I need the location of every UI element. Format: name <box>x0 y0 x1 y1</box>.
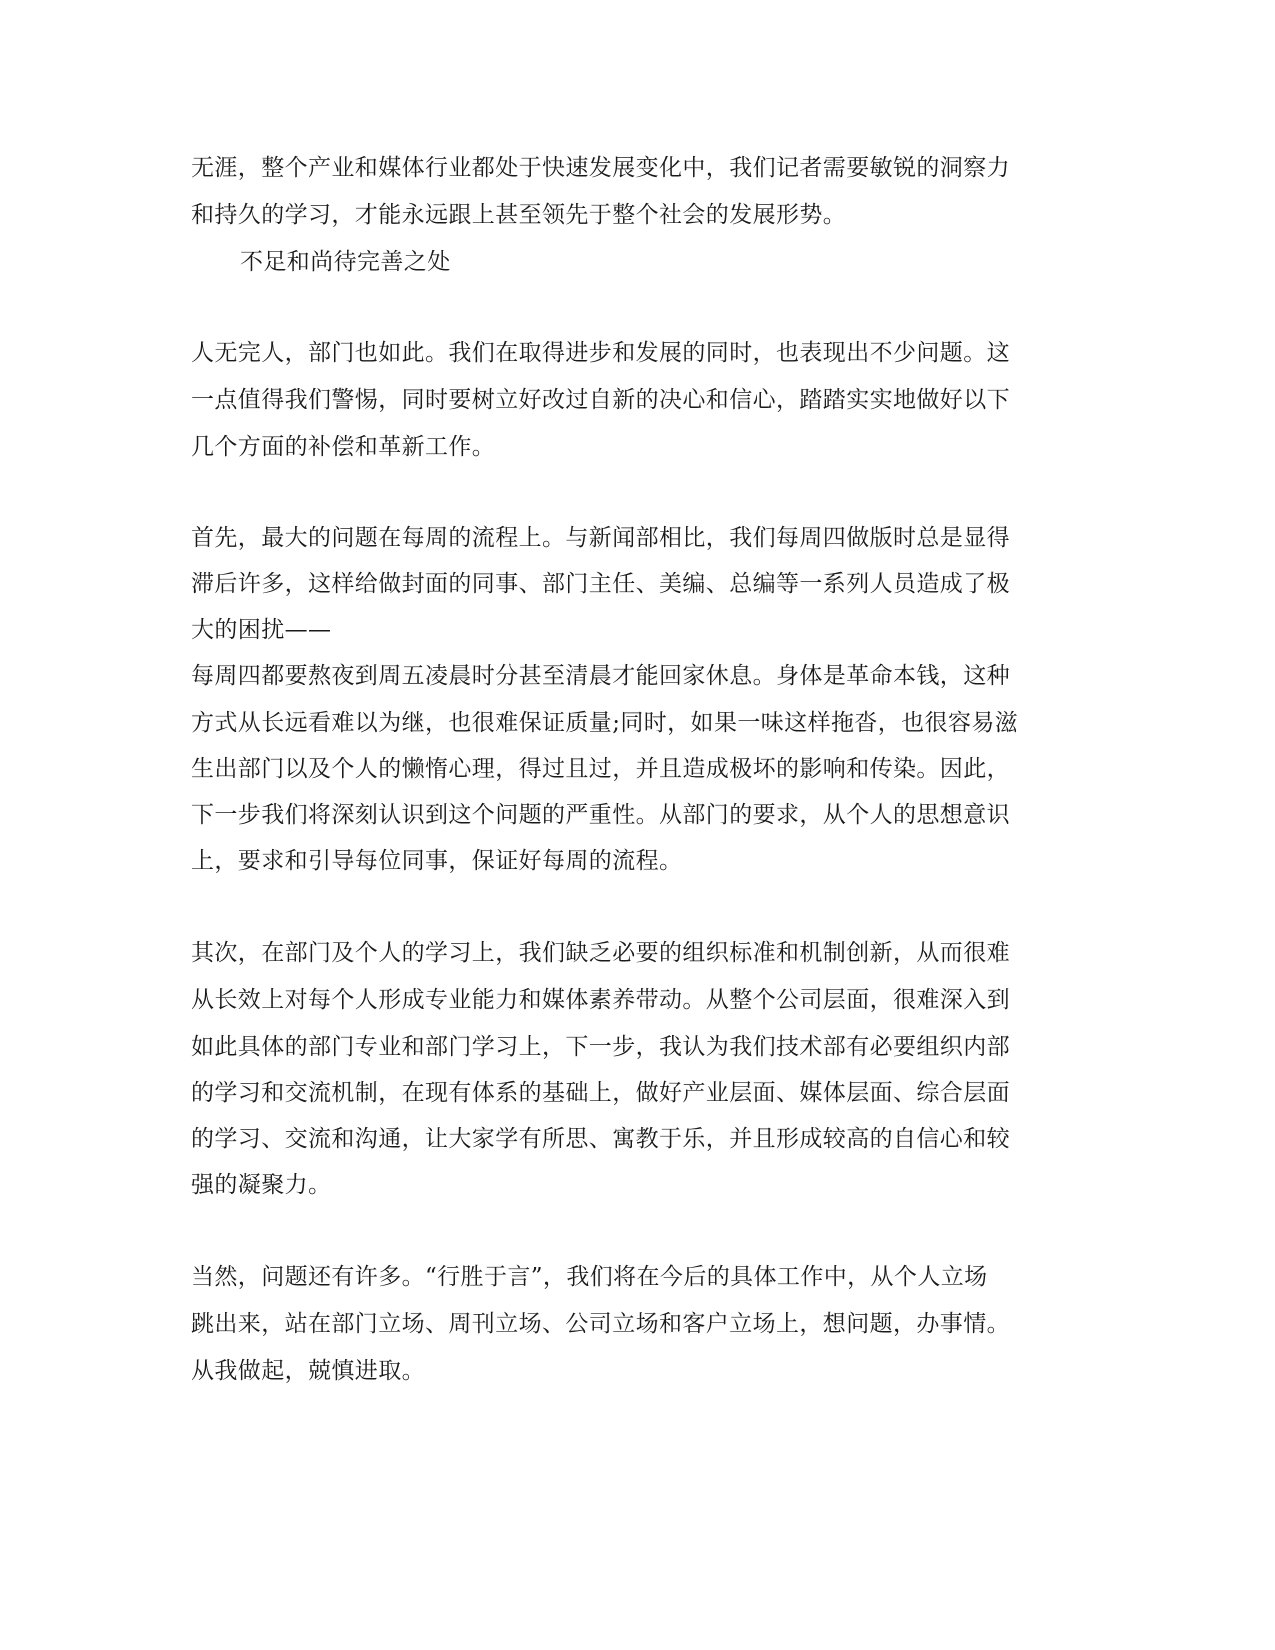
text-line: 大的困扰—— <box>191 617 332 643</box>
text-line: 几个方面的补偿和革新工作。 <box>191 434 496 460</box>
text-line: 的学习、交流和沟通，让大家学有所思、寓教于乐，并且形成较高的自信心和较 <box>191 1126 1010 1152</box>
text-line: 方式从长远看难以为继，也很难保证质量;同时，如果一味这样拖沓，也很容易滋 <box>191 710 1019 736</box>
text-line: 如此具体的部门专业和部门学习上，下一步，我认为我们技术部有必要组织内部 <box>191 1034 1010 1060</box>
text-line: 首先，最大的问题在每周的流程上。与新闻部相比，我们每周四做版时总是显得 <box>191 525 1010 551</box>
text-line: 一点值得我们警惕，同时要树立好改过自新的决心和信心，踏踏实实地做好以下 <box>191 387 1010 413</box>
text-line: 每周四都要熬夜到周五凌晨时分甚至清晨才能回家休息。身体是革命本钱，这种 <box>191 663 1010 689</box>
text-line: 人无完人，部门也如此。我们在取得进步和发展的同时，也表现出不少问题。这 <box>191 340 1010 366</box>
text-line: 强的凝聚力。 <box>191 1172 332 1198</box>
text-line: 的学习和交流机制，在现有体系的基础上，做好产业层面、媒体层面、综合层面 <box>191 1080 1010 1106</box>
text-line: 从我做起，兢慎进取。 <box>191 1358 425 1384</box>
text-line: 上，要求和引导每位同事，保证好每周的流程。 <box>191 848 683 874</box>
text-line: 滞后许多，这样给做封面的同事、部门主任、美编、总编等一系列人员造成了极 <box>191 571 1010 597</box>
text-line: 当然，问题还有许多。“行胜于言”，我们将在今后的具体工作中，从个人立场 <box>191 1264 988 1290</box>
text-line: 其次，在部门及个人的学习上，我们缺乏必要的组织标准和机制创新，从而很难 <box>191 940 1010 966</box>
text-line: 下一步我们将深刻认识到这个问题的严重性。从部门的要求，从个人的思想意识 <box>191 802 1010 828</box>
text-line: 跳出来，站在部门立场、周刊立场、公司立场和客户立场上，想问题，办事情。 <box>191 1311 1010 1337</box>
text-line: 生出部门以及个人的懒惰心理，得过且过，并且造成极坏的影响和传染。因此， <box>191 756 1010 782</box>
section-heading: 不足和尚待完善之处 <box>240 249 451 275</box>
text-line: 无涯，整个产业和媒体行业都处于快速发展变化中，我们记者需要敏锐的洞察力 <box>191 155 1010 181</box>
text-line: 从长效上对每个人形成专业能力和媒体素养带动。从整个公司层面，很难深入到 <box>191 987 1010 1013</box>
text-line: 和持久的学习，才能永远跟上甚至领先于整个社会的发展形势。 <box>191 202 847 228</box>
